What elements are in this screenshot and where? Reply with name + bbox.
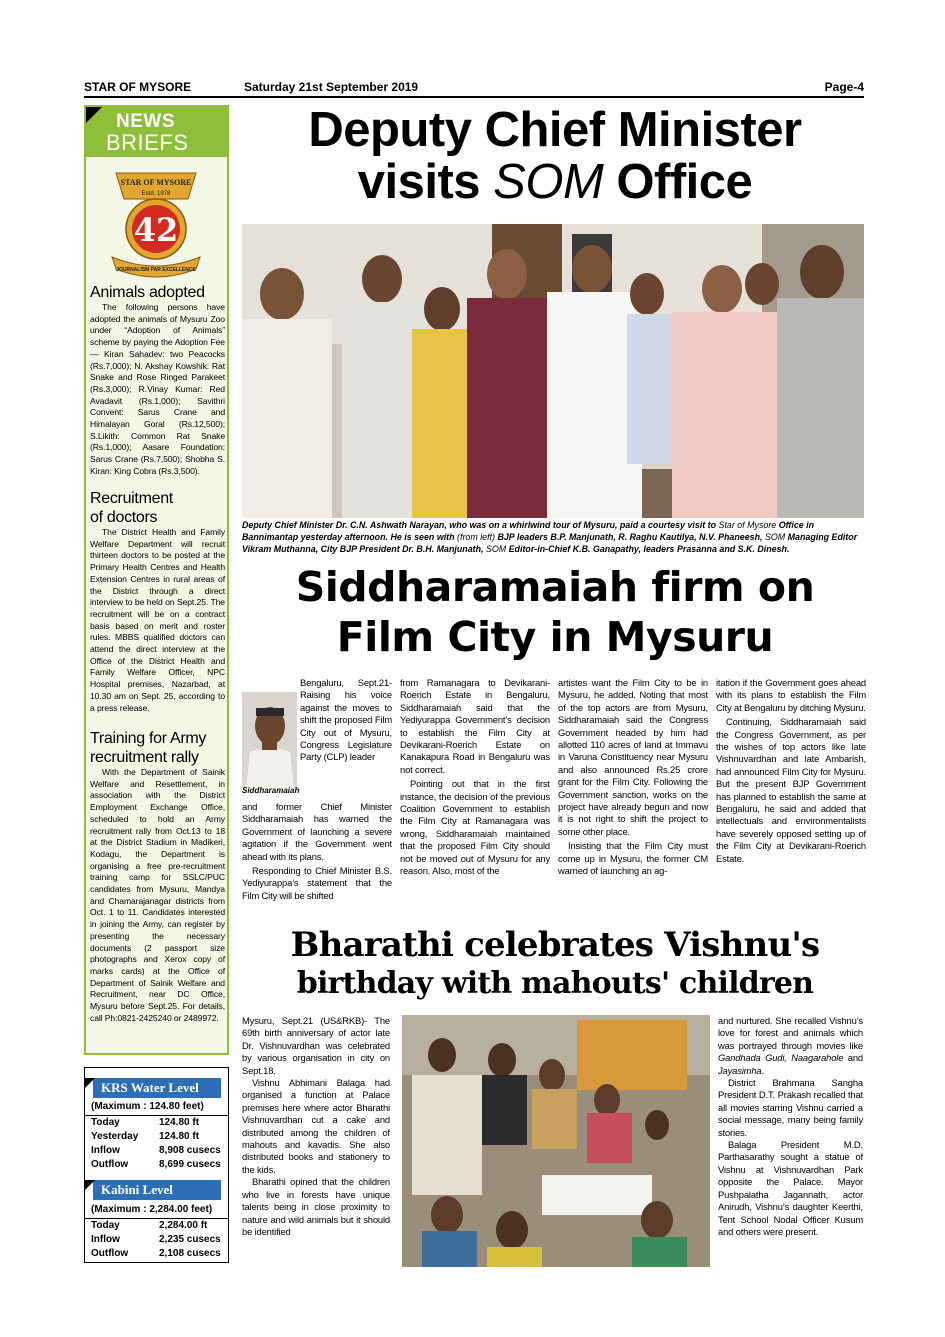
masthead bbox=[84, 80, 864, 96]
krs-row bbox=[91, 1131, 225, 1145]
headline-line-2a: visits bbox=[357, 155, 494, 209]
kabini-maximum: (Maximum : 2,284.00 feet) bbox=[91, 1204, 213, 1215]
headline-line-2c: Office bbox=[603, 155, 753, 209]
logo-number: 42 bbox=[133, 211, 179, 249]
story2-col1 bbox=[242, 801, 392, 902]
story2-col4 bbox=[716, 677, 866, 865]
brief-animals-adopted bbox=[90, 283, 225, 478]
kabini-row bbox=[91, 1248, 225, 1262]
krs-row bbox=[91, 1159, 225, 1173]
headline-deputy-cm bbox=[240, 104, 870, 208]
krs-row bbox=[91, 1117, 225, 1131]
brief-title-line-2: recruitment rally bbox=[90, 749, 199, 766]
issue-date: Saturday 21st September 2019 bbox=[244, 80, 419, 94]
photo-caption-som bbox=[242, 519, 864, 556]
kabini-title: Kabini Level bbox=[101, 1182, 173, 1197]
story3-col1 bbox=[242, 1015, 390, 1238]
caption-part: BJP leaders B.P. Manjunath, R. Raghu Kautilya, N.V. Phaneesh, bbox=[495, 532, 765, 543]
paragraph: and former Chief Minister Siddharamaiah has warned the Government of launching a severe agitation if the Government went ahead with its plans. bbox=[242, 801, 392, 862]
row-label: Today bbox=[91, 1220, 120, 1231]
group-photo-som-office bbox=[242, 224, 864, 518]
news-label: NEWS bbox=[116, 111, 175, 132]
story2-col2 bbox=[400, 677, 550, 878]
caption-part: Star of Mysore bbox=[718, 520, 777, 530]
story2-col1-narrow bbox=[300, 677, 392, 764]
photo-caption-siddharamaiah: Siddharamaiah bbox=[242, 786, 300, 795]
brief-title bbox=[90, 729, 225, 767]
row-label: Inflow bbox=[91, 1234, 120, 1245]
text-part: . bbox=[761, 1064, 764, 1076]
brief-body: The District Health and Family Welfare Department will recruit thirteen doctors to be posted at the Primary Health Centres and Health Extension Centres in rural areas of the District through a direct interview to be held on Sept.25. The recruitment will be on a contract basis based on merit and roster rules. MBBS qualified doctors can attend the direct interview at the Office of the District Health and Family Welfare Officer, NPC Hospital premises, Nazarbad, at 10.30 am on Sept. 25, according to a press release. bbox=[90, 527, 225, 713]
brief-recruitment-doctors bbox=[90, 489, 225, 714]
headline-line-1: Bharathi celebrates Vishnu's bbox=[290, 925, 820, 965]
krs-maximum: (Maximum : 124.80 feet) bbox=[91, 1101, 204, 1112]
krs-title: KRS Water Level bbox=[101, 1080, 199, 1095]
row-value: 8,699 cusecs bbox=[159, 1159, 221, 1170]
wedge-icon bbox=[85, 1078, 95, 1088]
siddharamaiah-photo bbox=[242, 692, 297, 788]
headline-line-2b: SOM bbox=[493, 155, 604, 209]
corner-wedge-icon bbox=[86, 107, 102, 123]
row-label: Today bbox=[91, 1117, 120, 1128]
headline-line-1: Siddharamaiah firm on bbox=[295, 563, 815, 611]
text-part: and bbox=[843, 1052, 863, 1064]
water-level-box bbox=[84, 1067, 229, 1263]
brief-title-line-1: Recruitment bbox=[90, 490, 173, 507]
paragraph bbox=[718, 1015, 863, 1077]
paragraph: District Brahmana Sangha President D.T. Prakash recalled that all movies starring Vishnu carried a social message, many being family stories. bbox=[718, 1077, 863, 1138]
logo-top-text: STAR OF MYSORE bbox=[120, 178, 192, 187]
row-value: 2,235 cusecs bbox=[159, 1234, 221, 1245]
paragraph: Pointing out that in the first instance, the decision of the previous Coalition Government to establish the Film City at Ramanagara was wrong, Siddharamaiah maintained that the proposed Film City should not be moved out of Mysuru for any reason. Also, most of the bbox=[400, 778, 550, 877]
brief-army-rally bbox=[90, 729, 225, 1024]
krs-row bbox=[91, 1145, 225, 1159]
text-part: Jayasimha bbox=[718, 1064, 762, 1076]
paragraph: Vishnu Abhimani Balaga had organised a function at Palace premises here where actor Bharathi Vishnuvardhan cut a cake and distributed among the children of mahouts and kavadis. She also distributed books and stationery to the kids. bbox=[242, 1077, 390, 1175]
row-label: Outflow bbox=[91, 1159, 129, 1170]
paragraph: Balaga President M.D. Parthasarathy sought a statue of Vishnu at Vishnuvardhan Park opposite the Palace. Mayor Pushpalatha Jagannath, actor Anirudh, Vishnu’s daughter Keerthi, Tent School Nodal Officer Kusum and others were present. bbox=[718, 1139, 863, 1237]
row-value: 2,284.00 ft bbox=[159, 1220, 208, 1231]
paragraph: Bengaluru, Sept.21- Raising his voice against the moves to shift the proposed Film City out of Mysuru, Congress Legislature Party (CLP) leader bbox=[300, 677, 392, 763]
headline-line-1: Deputy Chief Minister bbox=[308, 103, 802, 157]
briefs-label: BRIEFS bbox=[106, 130, 189, 155]
brief-body: The following persons have adopted the animals of Mysuru Zoo under “Adoption of Animals” scheme by paying the Adoption Fee — Kiran Sahadev: two Peacocks (Rs.7,000); N. Akshay Kowshik: Rat Snake and Rose Ringed Parakeet (Rs.3,000); R.Vinay Kumar: Red Avadavit (Rs.1,000); Savithri Convent: Sarus Crane and Himalayan Goral (Rs.12,500); S.Likith: Common Rat Snake (Rs.1,000); Aasare Foundation: Sarus Crane (Rs.7,500); Shobha S. Kiran: King Cobra (Rs.3,500). bbox=[90, 302, 225, 476]
caption-part: Editor-in-Chief K.B. Ganapathy, leaders Prasanna and S.K. Dinesh. bbox=[506, 544, 790, 555]
kabini-row bbox=[91, 1220, 225, 1234]
divider bbox=[85, 1218, 228, 1219]
paragraph: Mysuru, Sept.21 (US&RKB)- The 69th birth anniversary of actor late Dr. Vishnuvardhan was celebrated by various organisation in city on Sept.18. bbox=[242, 1015, 390, 1076]
row-value: 124.80 ft bbox=[159, 1131, 200, 1142]
paragraph: Continuing, Siddharamaiah said the Congress Government, as per the wishes of top actors like late Vishnuvardhan and late Ambarish, had announced Film City for Mysuru. But the present BJP Government has planned to establish the same at Bengaluru, he said and added that intellectuals and environmentalists have severely opposed setting up of the Film City at Devikarani-Roerich Estate. bbox=[716, 716, 866, 864]
headline-bharathi bbox=[240, 924, 870, 1002]
row-label: Yesterday bbox=[91, 1131, 139, 1142]
paragraph: Responding to Chief Minister B.S. Yediyurappa’s statement that the Film City will be shifted bbox=[242, 865, 392, 901]
kabini-row bbox=[91, 1234, 225, 1248]
caption-part: SOM bbox=[485, 544, 507, 555]
caption-part: Office in Bannimantap yesterday afternoon. He is seen with bbox=[242, 520, 815, 543]
text-part: and nurtured. She recalled Vishnu’s love for forest and animals which was portrayed through movies like bbox=[718, 1015, 863, 1051]
wedge-icon bbox=[85, 1180, 95, 1190]
logo-ribbon-text: JOURNALISM PAR EXCELLENCE bbox=[116, 267, 196, 273]
news-briefs-sidebar bbox=[84, 105, 229, 1055]
row-value: 8,908 cusecs bbox=[159, 1145, 221, 1156]
anniversary-logo-icon bbox=[108, 165, 204, 285]
page-number: Page-4 bbox=[824, 80, 864, 94]
row-label: Inflow bbox=[91, 1145, 120, 1156]
caption-part: Managing Editor Vikram Muthanna, City BJP President Dr. B.H. Manjunath, bbox=[242, 532, 858, 555]
brief-body: With the Department of Sainik Welfare and Resettlement, in association with the District Employment Exchange Office, scheduled to hold an Army recruitment rally from Oct.13 to 18 at the District Stadium in Madikeri, Kodagu, the Department is organising a free pre-recruitment training camp for SSLC/PUC candidates from Mysuru, Mandya and Chamarajanagar districts from Oct. 1 to 11. Candidates interested in joining the Army, can register by presenting the necessary documents (2 passport size photographs and Xerox copy of marks cards) at the Office of Department of Sainik Welfare and Recruitment, near DC Office, Mysuru before Sept.25. For details, call Ph:0821-2425240 or 2489972. bbox=[90, 767, 225, 1023]
story2-col3 bbox=[558, 677, 708, 878]
text-part: Gandhada Gudi, Naagarahole bbox=[718, 1052, 844, 1064]
kabini-title-bar bbox=[93, 1180, 221, 1200]
brief-title: Animals adopted bbox=[90, 284, 205, 301]
krs-title-bar bbox=[93, 1078, 221, 1098]
row-value: 2,108 cusecs bbox=[159, 1248, 221, 1259]
headline-film-city bbox=[240, 562, 870, 662]
news-briefs-header bbox=[86, 107, 227, 157]
paragraph: itation if the Government goes ahead with its plans to establish the Film City at Bengaluru by ditching Mysuru. bbox=[716, 677, 866, 713]
logo-estd-text: Estd. 1978 bbox=[141, 191, 171, 197]
paragraph: Bharathi opined that the children who live in forests have unique talents being in close proximity to nature and wild animals but it should be identified bbox=[242, 1176, 390, 1237]
paragraph: from Ramanagara to Devikarani-Roerich Estate in Bengaluru, Siddharamaiah said that the Yediyurappa Government’s decision to establish the Film City at Devikarani-Roerich Estate on Kanakapura Road in Bengaluru was not correct. bbox=[400, 677, 550, 775]
headline-line-2: Film City in Mysuru bbox=[336, 613, 774, 661]
story3-col2 bbox=[718, 1015, 863, 1238]
row-value: 124.80 ft bbox=[159, 1117, 200, 1128]
caption-part: SOM bbox=[764, 532, 786, 543]
children-cake-photo bbox=[402, 1015, 710, 1267]
caption-part: (from left) bbox=[457, 532, 495, 543]
headline-line-2: birthday with mahouts' children bbox=[296, 966, 814, 1001]
brief-title-line-1: Training for Army bbox=[90, 730, 207, 747]
masthead-rule bbox=[84, 96, 864, 98]
paragraph: Insisting that the Film City must come up in Mysuru, the former CM warned of launching an ag- bbox=[558, 840, 708, 877]
paper-name: STAR OF MYSORE bbox=[84, 80, 192, 94]
divider bbox=[85, 1115, 228, 1116]
row-label: Outflow bbox=[91, 1248, 129, 1259]
brief-title-line-2: of doctors bbox=[90, 509, 158, 526]
paragraph: artistes want the Film City to be in Mysuru, he added. Noting that most of the top actors are from Mysuru, Siddharamaiah said the Congress Government headed by him had allotted 110 acres of land at Immavu in Varuna Constituency near Mysuru and also announced Rs.25 crore grant for the Film City. Following the Government sanction, works on the project have already begun and now it is not right to shift the project to some other place. bbox=[558, 677, 708, 837]
caption-part: Deputy Chief Minister Dr. C.N. Ashwath Narayan, who was on a whirlwind tour of Mysuru, paid a courtesy visit to bbox=[242, 520, 719, 530]
brief-title bbox=[90, 489, 225, 527]
